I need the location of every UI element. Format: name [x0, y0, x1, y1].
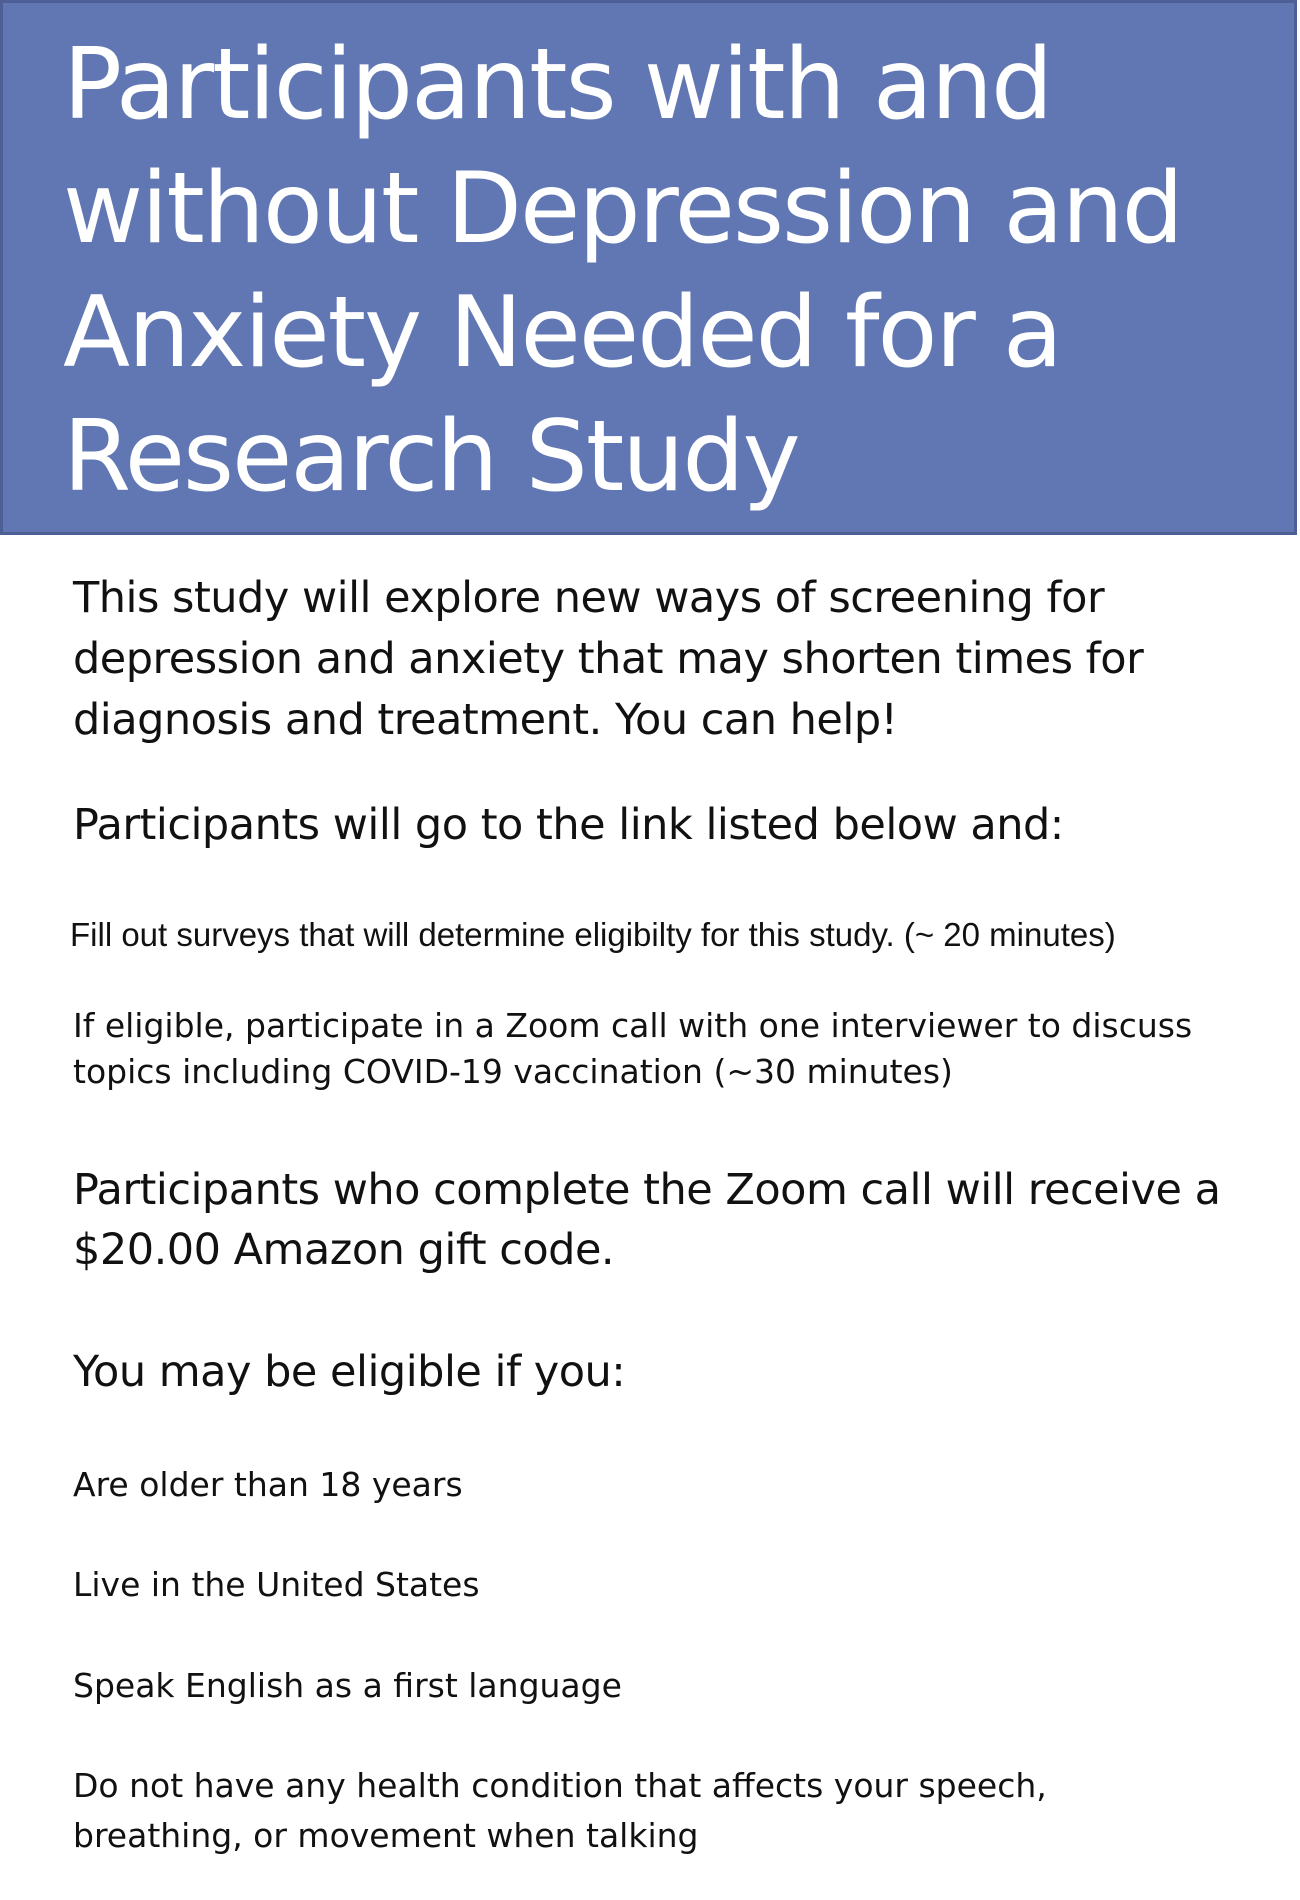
criterion-residence: Live in the United States — [73, 1565, 480, 1604]
step-item-zoom-call: If eligible, participate in a Zoom call with one interviewer to discuss topics including COVID-19 vaccination (~30 minutes) — [73, 1006, 1193, 1091]
header-banner — [0, 0, 1297, 535]
step-item-surveys: Fill out surveys that will determine eligibilty for this study. (~ 20 minutes) — [70, 916, 1116, 953]
reward-paragraph: Participants who complete the Zoom call will receive a $20.00 Amazon gift code. — [73, 1165, 1221, 1275]
criterion-language: Speak English as a first language — [73, 1666, 622, 1705]
eligibility-heading: You may be eligible if you: — [73, 1347, 626, 1397]
criterion-age: Are older than 18 years — [73, 1465, 463, 1504]
steps-lead: Participants will go to the link listed below and: — [73, 800, 1064, 850]
page-title: Participants with and without Depression and Anxiety Needed for a Research Study — [63, 28, 1182, 514]
criterion-health: Do not have any health condition that affects your speech, breathing, or movement when talking — [73, 1766, 1047, 1855]
intro-paragraph: This study will explore new ways of screening for depression and anxiety that may shorten times for diagnosis and treatment. You can help! — [73, 573, 1144, 745]
